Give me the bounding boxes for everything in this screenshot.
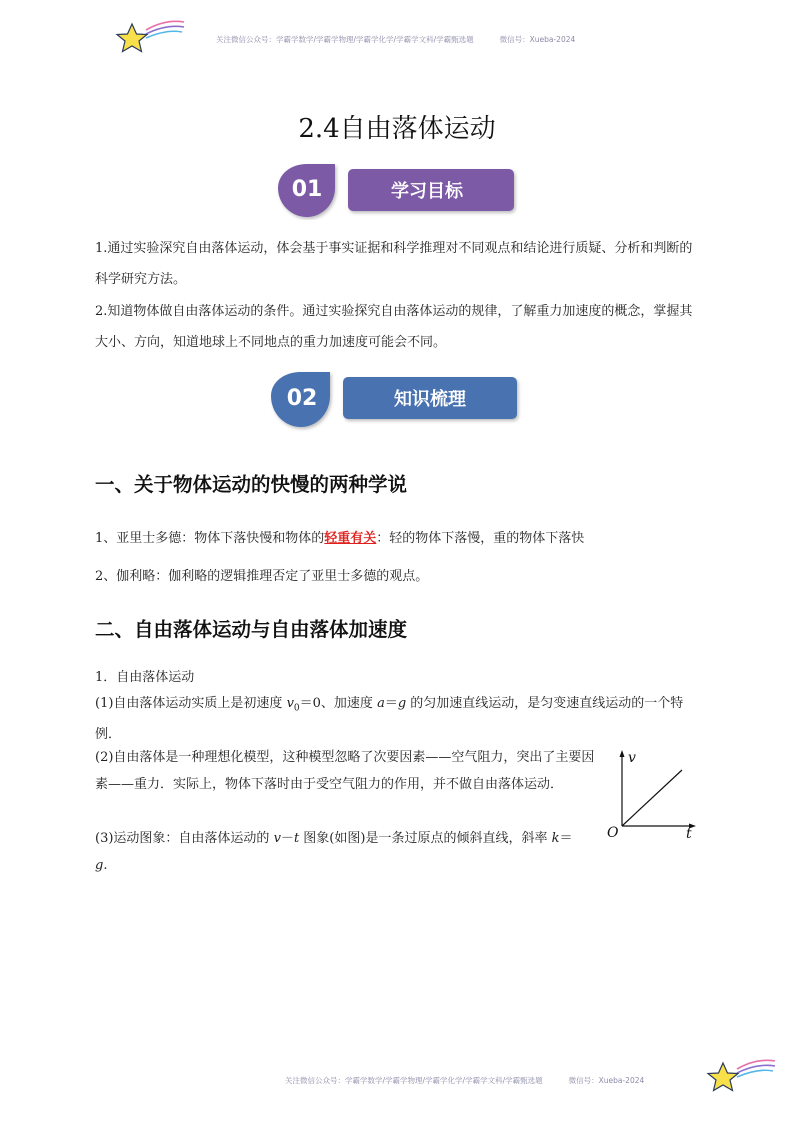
footer-follow-text: 关注微信公众号：学霸学数学/学霸学物理/学霸学化学/学霸学文科/学霸甄选题: [285, 1076, 543, 1085]
sub-heading-free-fall: 1．自由落体运动: [95, 670, 195, 685]
velocity-line: [622, 770, 682, 826]
aristotle-point: [95, 527, 584, 546]
header-follow-text: 关注微信公众号：学霸学数学/学霸学物理/学霸学化学/学霸学文科/学霸甄选题: [216, 35, 474, 44]
footer-wechat-id: 微信号：Xueba-2024: [568, 1076, 645, 1085]
p3-text-b: 图象(如图)是一条过原点的倾斜直线，斜率: [299, 831, 552, 846]
badge-01-number: 01: [291, 177, 323, 202]
aristotle-prefix: 1、亚里士多德：物体下落快慢和物体的: [95, 531, 325, 546]
motion-graph-paragraph: [95, 826, 595, 879]
p3-text-c: ＝: [559, 831, 573, 846]
star-logo-icon: [703, 1057, 778, 1097]
section-badge-02: [268, 370, 523, 432]
v-t-graph: [602, 748, 702, 843]
p1-text-d: 的匀加速直线运动，是匀变速直线运动的一个特例．: [95, 696, 684, 743]
var-v: v: [273, 831, 281, 846]
section-badge-01: [275, 162, 520, 220]
var-a: a: [377, 696, 385, 711]
badge-01-label: 学习目标: [391, 181, 463, 202]
sub-zero: 0: [293, 703, 300, 714]
aristotle-emphasis: 轻重有关: [324, 531, 377, 546]
origin-label: O: [607, 825, 619, 841]
learning-goal-2: 2.知道物体做自由落体运动的条件。通过实验探究自由落体运动的规律，了解重力加速度的概念，掌握其大小、方向，知道地球上不同地点的重力加速度可能会不同。: [95, 304, 693, 350]
var-g: g: [95, 857, 104, 873]
var-k: k: [551, 831, 560, 846]
var-t: t: [293, 831, 300, 846]
badge-02-number: 02: [286, 386, 318, 411]
ideal-model-paragraph: (2)自由落体是一种理想化模型，这种模型忽略了次要因素——空气阻力，突出了主要因素——重力．实际上，物体下落时由于受空气阻力的作用，并不做自由落体运动．: [95, 750, 595, 792]
p1-text-a: (1)自由落体运动实质上是初速度: [95, 696, 287, 711]
y-axis-label: v: [628, 750, 636, 766]
learning-goal-1: 1.通过实验深究自由落体运动，体会基于事实证据和科学推理对不同观点和结论进行质疑、分析和判断的科学研究方法。: [95, 241, 693, 287]
y-axis-arrow: [620, 750, 625, 757]
header-text: [216, 34, 575, 45]
aristotle-suffix: ：轻的物体下落慢，重的物体下落快: [376, 531, 585, 546]
p3-text-a: (3)运动图象：自由落体运动的: [95, 831, 274, 846]
galileo-point: 2、伽利略：伽利略的逻辑推理否定了亚里士多德的观点。: [95, 569, 429, 584]
section-heading-1: 一、关于物体运动的快慢的两种学说: [95, 473, 408, 496]
p1-text-c: ＝: [384, 696, 398, 711]
p3-text-d: .: [103, 857, 108, 873]
free-fall-definition: [95, 691, 705, 749]
header-wechat-id: 微信号：Xueba-2024: [499, 35, 576, 44]
badge-02-label: 知识梳理: [394, 389, 466, 410]
p3-dash: －: [280, 831, 294, 846]
footer-text: [285, 1075, 644, 1086]
star-logo-icon: [112, 18, 187, 58]
page-title: 2.4自由落体运动: [298, 114, 496, 144]
var-v: v: [286, 696, 294, 711]
x-axis-label: t: [686, 826, 692, 842]
p1-text-b: ＝0、加速度: [299, 696, 378, 711]
var-g: g: [397, 696, 407, 711]
section-heading-2: 二、自由落体运动与自由落体加速度: [95, 618, 408, 641]
